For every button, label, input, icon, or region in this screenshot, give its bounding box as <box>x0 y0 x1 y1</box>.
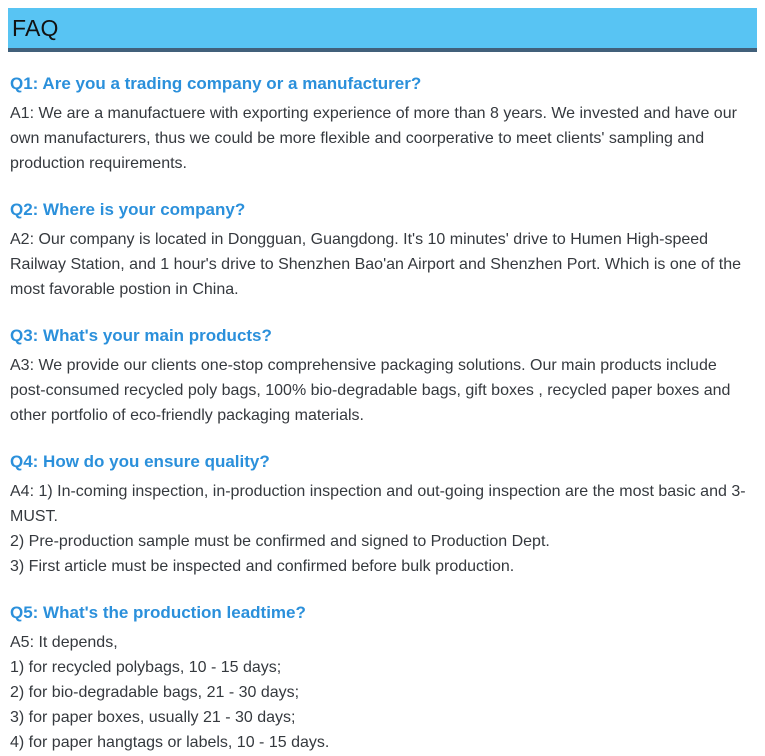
faq-answer-line: 2) Pre-production sample must be confirmed and signed to Production Dept. <box>10 533 550 550</box>
faq-question: Q1: Are you a trading company or a manufacturer? <box>10 74 422 93</box>
faq-answer-line: A1: We are a manufactuere with exporting experience of more than 8 years. We invested and have our own manufacturers, thus we could be more flexible and coorperative to meet clients' sampling and production requirements. <box>10 105 737 172</box>
faq-answer-line: 3) for paper boxes, usually 21 - 30 days; <box>10 709 296 726</box>
faq-answer-line: 3) First article must be inspected and confirmed before bulk production. <box>10 558 515 575</box>
page-title: FAQ <box>12 14 59 41</box>
faq-question: Q3: What's your main products? <box>10 326 272 345</box>
faq-answer-line: A3: We provide our clients one-stop comprehensive packaging solutions. Our main products include post-consumed recycled poly bags, 100% bio-degradable bags, gift boxes , recycled paper boxes and other portfolio of eco-friendly packaging materials. <box>10 357 731 424</box>
faq-answer-line: 1) for recycled polybags, 10 - 15 days; <box>10 659 282 676</box>
faq-item-q1 <box>10 74 751 176</box>
faq-question: Q2: Where is your company? <box>10 200 246 219</box>
faq-answer-line: A4: 1) In-coming inspection, in-production inspection and out-going inspection are the most basic and 3-MUST. <box>10 483 746 525</box>
faq-header <box>8 8 757 52</box>
faq-item-q5 <box>10 603 751 755</box>
faq-answer-line: A5: It depends, <box>10 634 118 651</box>
faq-answer-line: A2: Our company is located in Dongguan, Guangdong. It's 10 minutes' drive to Humen High-speed Railway Station, and 1 hour's drive to Shenzhen Bao'an Airport and Shenzhen Port. Which is one of the most favorable postion in China. <box>10 231 741 298</box>
faq-question: Q4: How do you ensure quality? <box>10 452 270 471</box>
faq-answer-line: 2) for bio-degradable bags, 21 - 30 days; <box>10 684 300 701</box>
faq-item-q4 <box>10 452 751 579</box>
faq-question: Q5: What's the production leadtime? <box>10 603 306 622</box>
faq-content <box>0 52 765 755</box>
faq-answer-line: 4) for paper hangtags or labels, 10 - 15 days. <box>10 734 330 751</box>
faq-item-q3 <box>10 326 751 428</box>
faq-item-q2 <box>10 200 751 302</box>
